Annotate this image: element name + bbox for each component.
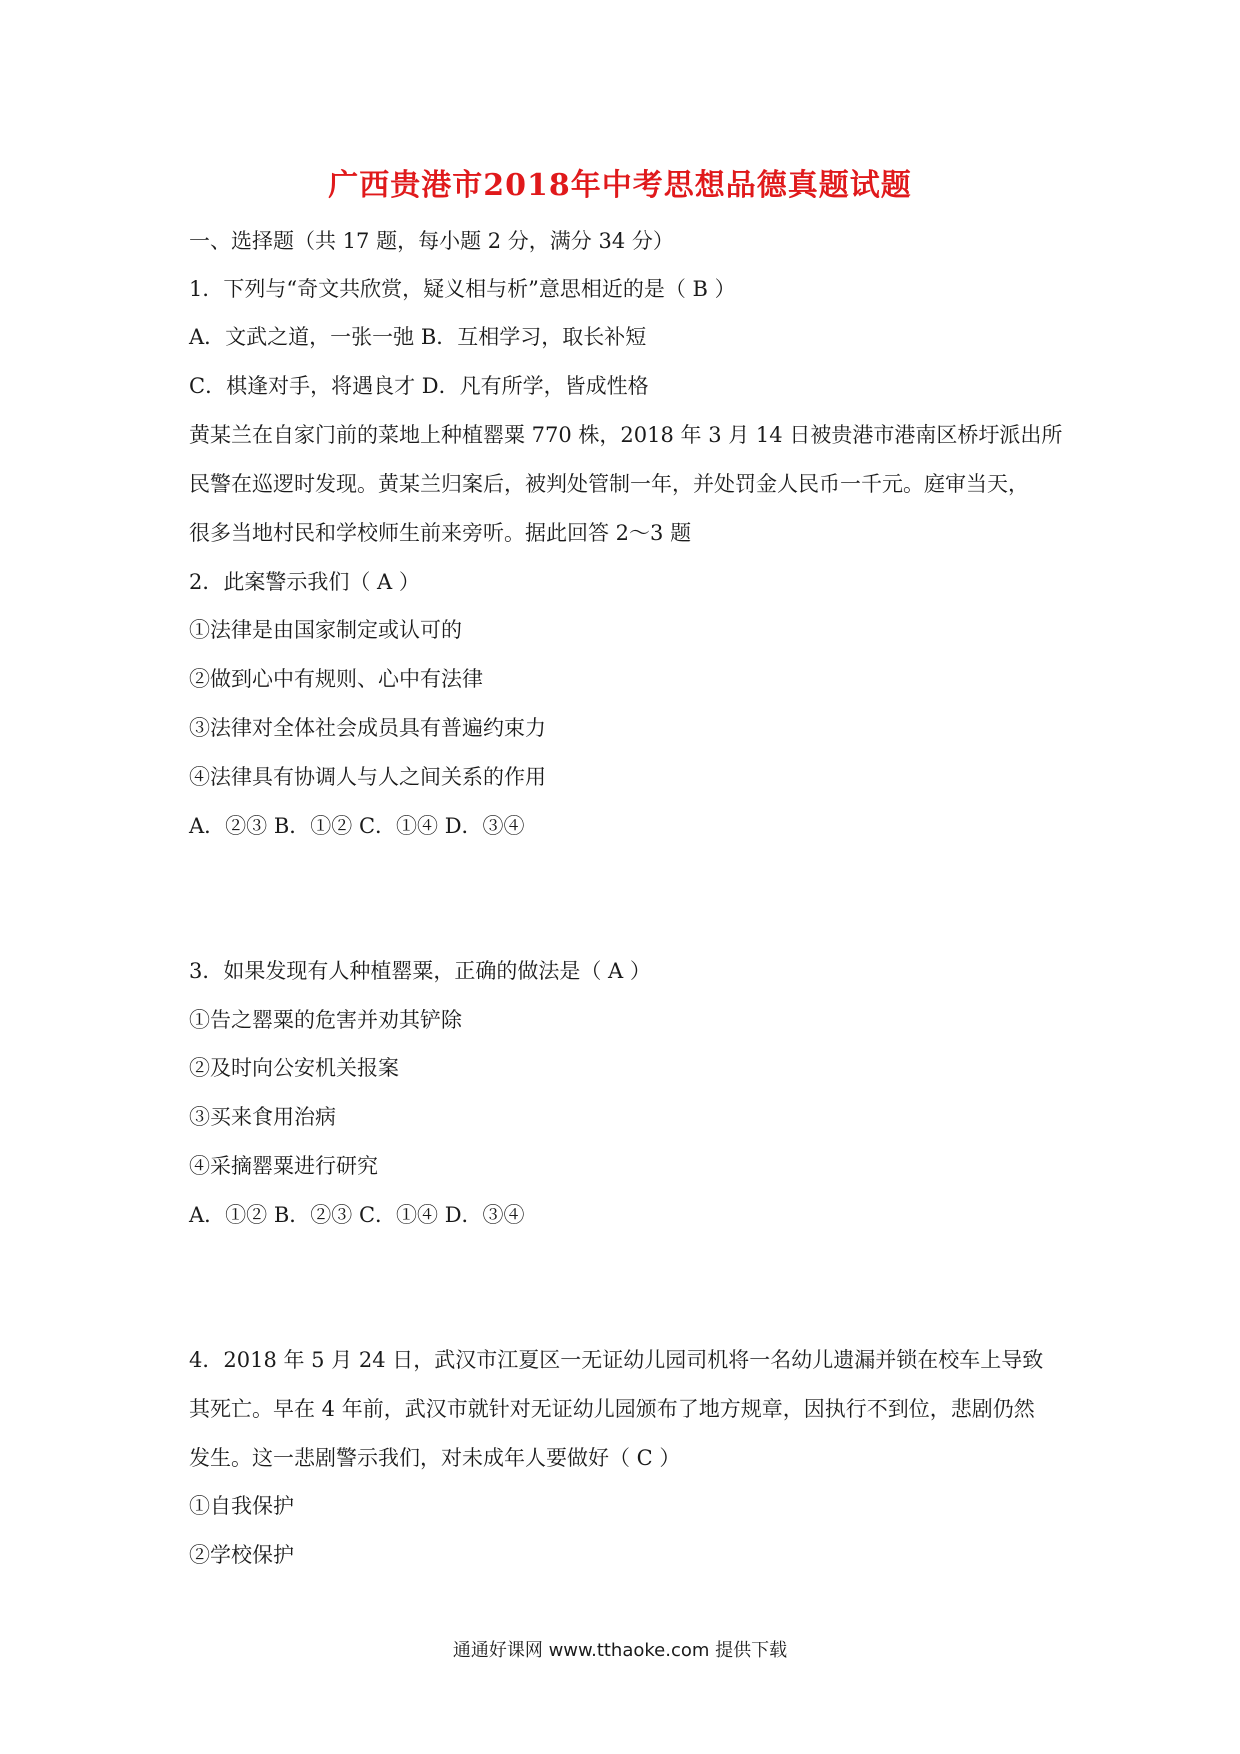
question-4-line-3: 发生。这一悲剧警示我们，对未成年人要做好（ C ） — [189, 1446, 681, 1470]
question-3-item-1: ①告之罂粟的危害并劝其铲除 — [189, 1008, 462, 1032]
question-2-item-4: ④法律具有协调人与人之间关系的作用 — [189, 765, 546, 789]
case-text-line-1: 黄某兰在自家门前的菜地上种植罂粟 770 株，2018 年 3 月 14 日被贵港市港南区桥圩派出所 — [189, 423, 1063, 447]
question-3-item-4: ④采摘罂粟进行研究 — [189, 1154, 378, 1178]
question-1-options-cd: C．棋逢对手，将遇良才 D．凡有所学，皆成性格 — [189, 374, 649, 398]
question-3-item-2: ②及时向公安机关报案 — [189, 1056, 399, 1080]
question-2-options: A．②③ B．①② C．①④ D．③④ — [189, 814, 525, 838]
case-text-line-2: 民警在巡逻时发现。黄某兰归案后，被判处管制一年，并处罚金人民币一千元。庭审当天， — [189, 472, 1029, 496]
question-2-item-2: ②做到心中有规则、心中有法律 — [189, 667, 483, 691]
page-title: 广西贵港市2018年中考思想品德真题试题 — [328, 168, 912, 203]
question-3-options: A．①② B．②③ C．①④ D．③④ — [189, 1203, 525, 1227]
question-4-line-1: 4．2018 年 5 月 24 日，武汉市江夏区一无证幼儿园司机将一名幼儿遗漏并锁在校车上导致 — [189, 1348, 1044, 1372]
question-4-line-2: 其死亡。早在 4 年前，武汉市就针对无证幼儿园颁布了地方规章，因执行不到位，悲剧仍然 — [189, 1397, 1035, 1421]
question-2-item-3: ③法律对全体社会成员具有普遍约束力 — [189, 716, 546, 740]
question-3-item-3: ③买来食用治病 — [189, 1105, 336, 1129]
question-1-options-ab: A．文武之道，一张一弛 B．互相学习，取长补短 — [189, 325, 647, 349]
case-text-line-3: 很多当地村民和学校师生前来旁听。据此回答 2～3 题 — [189, 521, 692, 545]
question-4-item-2: ②学校保护 — [189, 1543, 294, 1567]
section-heading: 一、选择题（共 17 题，每小题 2 分，满分 34 分） — [189, 229, 674, 253]
question-2-item-1: ①法律是由国家制定或认可的 — [189, 618, 462, 642]
question-2: 2．此案警示我们（ A ） — [189, 570, 420, 594]
question-1: 1．下列与“奇文共欣赏，疑义相与析”意思相近的是（ B ） — [189, 277, 736, 301]
question-4-item-1: ①自我保护 — [189, 1494, 294, 1518]
footer-watermark: 通通好课网 www.tthaoke.com 提供下载 — [452, 1640, 788, 1661]
question-3: 3．如果发现有人种植罂粟，正确的做法是（ A ） — [189, 959, 651, 983]
